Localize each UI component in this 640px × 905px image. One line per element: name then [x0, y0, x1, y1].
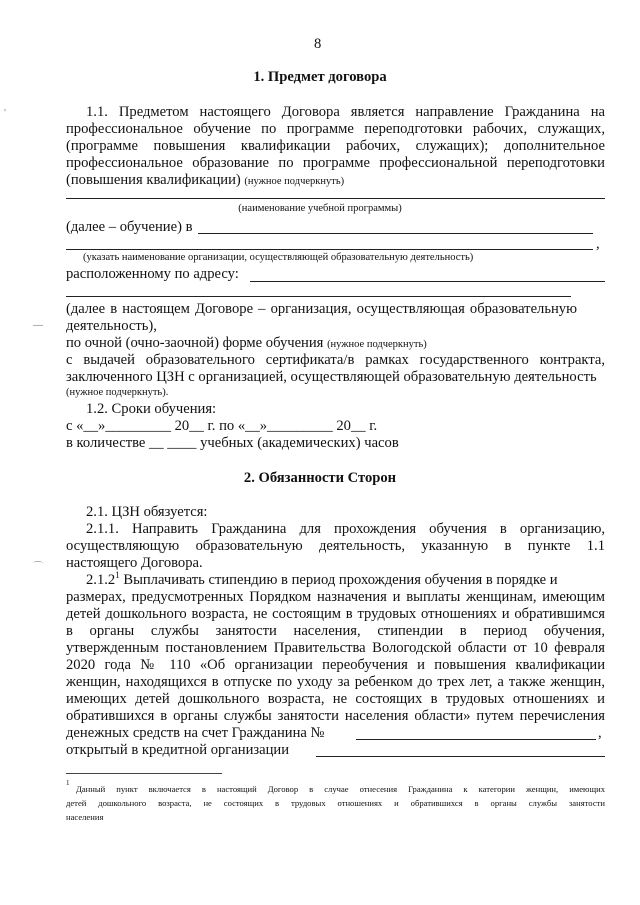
page-number: 8 [314, 36, 322, 52]
org-definition-line: деятельность), [66, 318, 157, 334]
line-end-comma: , [598, 725, 602, 741]
address-blank-2 [66, 296, 571, 297]
org-blank-2 [66, 249, 593, 250]
terms-hours: в количестве __ ____ учебных (академических) часов [66, 435, 399, 451]
terms-title: 1.2. Сроки обучения: [86, 401, 217, 417]
org-caption: (указать наименование организации, осуществляющей образовательную деятельность) [83, 252, 474, 263]
para-2-1-2-text: Выплачивать стипендию в период прохождения обучения в порядке и [119, 572, 558, 588]
para-1-1-line: профессиональное обучение по программе переподготовки рабочих, служащих, [66, 121, 605, 137]
para-2-1-2-line: 2020 года № 110 «Об организации переобучения и повышения квалификации [66, 657, 605, 673]
footnote-line: населения [66, 812, 104, 822]
para-2-1-2-line: размерах, предусмотренных Порядком назначения и выплаты женщинам, имеющим [66, 589, 605, 605]
para-1-1-line [66, 172, 344, 190]
certificate-line: с выдачей образовательного сертификата/в рамках государственного контракта, [66, 352, 605, 368]
footnote-mark: 1 [66, 779, 70, 788]
para-2-1-1-line: 2.1.1. Направить Гражданина для прохождения обучения в организацию, [86, 521, 605, 537]
para-2-1-1-line: настоящего Договора. [66, 555, 203, 571]
footnote-line: Данный пункт включается в настоящий Договор в случае отнесения Гражданина к категории женщин, имеющих [76, 784, 605, 794]
para-1-1-line: (программе повышения квалификации рабочих, служащих); дополнительное [66, 138, 605, 154]
para-2-1-1-line: осуществляющую образовательную деятельность, указанную в пункте 1.1 [66, 538, 605, 554]
para-2-1-2-line: детей дошкольного возраста, не состоящим в трудовых отношениях и обратившимся [66, 606, 605, 622]
choose-note: (нужное подчеркнуть) [327, 339, 427, 350]
para-2-1-2-line: имеющих детей дошкольного возраста, не состоящих в трудовых отношениях и [66, 691, 605, 707]
para-1-1-line: 1.1. Предметом настоящего Договора является направление Гражданина на [86, 104, 605, 120]
program-name-blank [66, 198, 605, 199]
address-blank-1 [250, 281, 605, 282]
scan-mark: ' [4, 108, 6, 119]
para-2-1-2-line: женщин, находящихся в отпуске по уходу за ребенком до трех лет, а также женщин, [66, 674, 605, 690]
credit-org-blank [316, 756, 605, 757]
org-blank-1 [198, 233, 593, 234]
credit-org-label: открытый в кредитной организации [66, 742, 290, 758]
choose-note: (нужное подчеркнуть). [66, 387, 169, 398]
section-heading-subject: 1. Предмет договора [253, 69, 387, 85]
footnote-ref: 1 [115, 570, 120, 581]
para-2-1-2-line: утвержденным постановлением Правительства Вологодской области от 10 февраля [66, 640, 605, 656]
line-end-comma: , [596, 236, 600, 252]
footnote-line: детей дошкольного возраста, не состоящих в трудовых отношениях и обратившихся в органы службы занятости [66, 798, 605, 808]
org-definition-line: (далее в настоящем Договоре – организация, осуществляющая образовательную [66, 301, 577, 317]
para-2-1-2-line: обратившихся в органы службы занятости населения области» путем перечисления [66, 708, 605, 724]
account-blank [356, 739, 596, 740]
program-caption: (наименование учебной программы) [238, 203, 402, 214]
terms-dates: с «__»_________ 20__ г. по «__»_________ 20__ г. [66, 418, 378, 434]
scan-mark: — [33, 320, 43, 331]
certificate-line: заключенного ЦЗН с организацией, осуществляющей образовательную деятельность [66, 369, 597, 385]
account-label: денежных средств на счет Гражданина № [66, 725, 325, 741]
para-2-1-title: 2.1. ЦЗН обязуется: [86, 504, 208, 520]
study-form-label: по очной (очно-заочной) форме обучения [66, 335, 324, 351]
para-2-1-2-first [86, 572, 605, 589]
para-2-1-2-line: в органы службы занятости населения, стипендии в период обучения, [66, 623, 605, 639]
study-form-line [66, 335, 427, 353]
para-1-1-last: (повышения квалификации) [66, 172, 241, 188]
footnote-separator [66, 773, 222, 774]
section-heading-obligations: 2. Обязанности Сторон [243, 470, 397, 486]
scan-mark: ⌒ [33, 562, 43, 573]
address-label: расположенному по адресу: [66, 266, 239, 282]
para-2-1-2-number: 2.1.2 [86, 572, 116, 588]
para-1-1-line: профессиональное образование по программе профессиональной переподготовки [66, 155, 605, 171]
choose-note: (нужное подчеркнуть) [244, 176, 345, 187]
training-in-label: (далее – обучение) в [66, 219, 193, 235]
